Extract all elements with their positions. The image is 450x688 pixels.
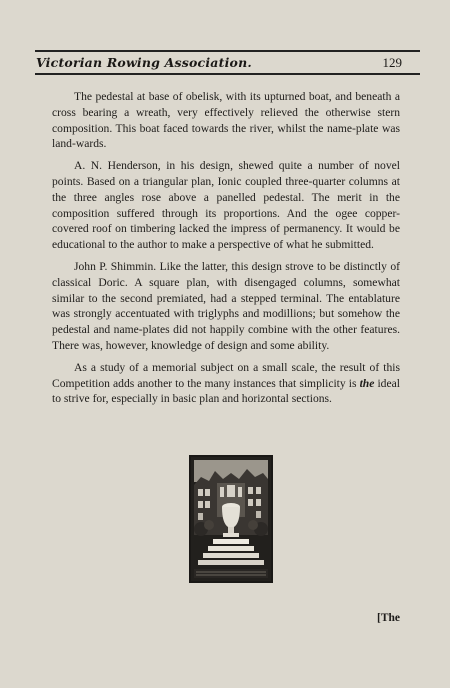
memorial-engraving [189, 455, 273, 583]
body-text [52, 89, 400, 413]
header-rule-bottom [35, 73, 420, 75]
memorial-engraving-image [191, 457, 271, 581]
paragraph-shimmin: John P. Shimmin. Like the latter, this design strove to be distinctly of classical Doric. A square plan, with disengaged columns, somewhat similar to the second premiated, had a stepped terminal. The entablature was strongly accentuated with triglyphs and modillions; but somehow the pedestal and name-plates did not happily combine with the other features. There was, however, knowledge of design and some ability. [52, 259, 400, 352]
header-rule-top [35, 50, 420, 52]
conclusion-emphasis: the [359, 376, 375, 390]
conclusion-text-before: As a study of a memorial subject on a small scale, the result of this Competition adds another to the many instances that simplicity is [52, 360, 400, 390]
paragraph-conclusion [52, 360, 400, 407]
paragraph-pedestal: The pedestal at base of obelisk, with its upturned boat, and beneath a cross bearing a wreath, very effectively relieved the otherwise stern composition. This boat faced towards the river, whilst the name-plate was land-wards. [52, 90, 400, 151]
paragraph-henderson: A. N. Henderson, in his design, shewed quite a number of novel points. Based on a triangular plan, Ionic coupled three-quarter columns at the three angles rose above a panelled pedestal. The merit in the composition suffered through its proportions. And the ogee copper-covered roof on timbering lacked the impress of permanency. It would be educational to the author to make a perspective of what he submitted. [52, 159, 400, 252]
conclusion-text-after: ideal to strive for, especially in basic plan and horizontal sections. [52, 376, 400, 406]
catchword: [The [377, 612, 400, 624]
page-number: 129 [382, 55, 402, 70]
running-head: Victorian Rowing Association. [36, 55, 252, 70]
